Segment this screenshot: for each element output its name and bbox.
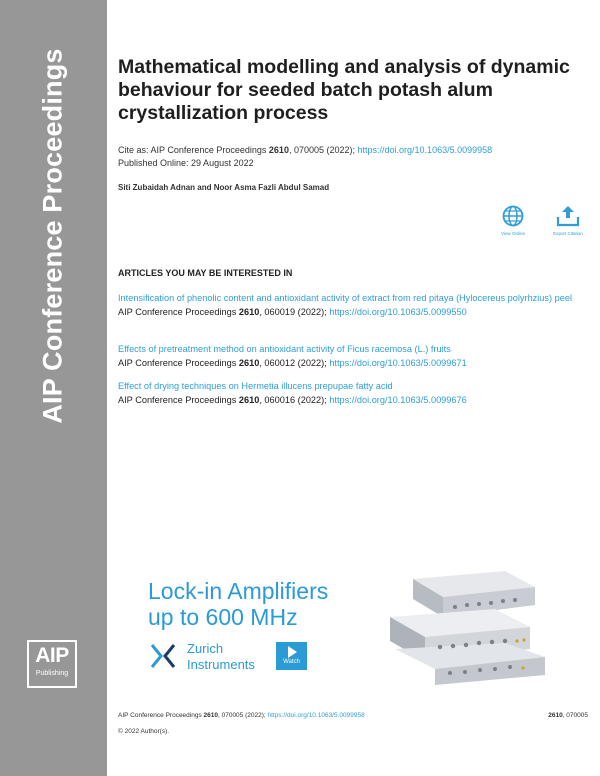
globe-icon xyxy=(502,205,524,227)
footer-page-volume: 2610 xyxy=(548,712,563,719)
footer-cite-prefix: AIP Conference Proceedings xyxy=(118,712,204,719)
footer-doi-link[interactable]: https://doi.org/10.1063/5.0099958 xyxy=(267,712,365,719)
brand-line1: Zurich xyxy=(187,641,224,656)
footer-citation xyxy=(118,712,588,719)
related-articles-heading: ARTICLES YOU MAY BE INTERESTED IN xyxy=(118,268,293,278)
view-online-label: View Online xyxy=(501,231,525,236)
ref-volume: 2610 xyxy=(238,357,260,368)
related-article-title[interactable]: Effects of pretreatment method on antioxidant activity of Ficus racemosa (L.) fruits xyxy=(118,344,451,354)
play-icon xyxy=(288,646,297,658)
export-icon xyxy=(556,205,580,227)
ref-rest: , 060019 (2022); xyxy=(259,306,330,317)
footer-page-rest: , 070005 xyxy=(562,712,588,719)
export-citation-button[interactable] xyxy=(548,205,588,236)
aip-logo-text: AIP xyxy=(35,644,69,667)
ref-volume: 2610 xyxy=(238,394,260,405)
copyright: © 2022 Author(s). xyxy=(118,728,170,735)
footer-volume: 2610 xyxy=(203,712,218,719)
view-online-button[interactable] xyxy=(493,205,533,236)
doi-link[interactable]: https://doi.org/10.1063/5.0099958 xyxy=(357,145,493,155)
related-article-title[interactable]: Effect of drying techniques on Hermetia illucens prepupae fatty acid xyxy=(118,381,393,391)
related-doi-link[interactable]: https://doi.org/10.1063/5.0099676 xyxy=(329,394,467,405)
authors: Siti Zubaidah Adnan and Noor Asma Fazli Abdul Samad xyxy=(118,183,330,192)
watch-button[interactable] xyxy=(276,642,307,670)
related-article xyxy=(118,292,588,319)
related-article-reference xyxy=(118,306,588,320)
zurich-instruments-brand xyxy=(187,641,255,673)
ad-headline-line1: Lock-in Amplifiers xyxy=(148,578,329,604)
related-article-reference xyxy=(118,357,588,371)
sidebar xyxy=(0,0,107,776)
ref-rest: , 060016 (2022); xyxy=(259,394,330,405)
ad-headline-line2: up to 600 MHz xyxy=(148,604,298,630)
aip-publishing-logo[interactable] xyxy=(27,640,77,688)
footer-cite-rest: , 070005 (2022); xyxy=(217,712,268,719)
watch-label: Watch xyxy=(283,659,300,665)
footer-page-number xyxy=(548,712,588,719)
journal-name: AIP Conference Proceedings xyxy=(37,48,68,424)
citation-line xyxy=(118,144,492,156)
related-doi-link[interactable]: https://doi.org/10.1063/5.0099671 xyxy=(329,357,467,368)
advertisement-banner[interactable] xyxy=(135,567,551,685)
related-article xyxy=(118,380,588,407)
aip-logo-subtext: Publishing xyxy=(35,670,69,677)
cite-volume: 2610 xyxy=(268,145,289,155)
ref-volume: 2610 xyxy=(238,306,260,317)
ref-rest: , 060012 (2022); xyxy=(259,357,330,368)
ref-prefix: AIP Conference Proceedings xyxy=(118,394,239,405)
related-article-title[interactable]: Intensification of phenolic content and antioxidant activity of extract from red pitaya (Hylocereus polyrhzius) peel xyxy=(118,293,572,303)
ref-prefix: AIP Conference Proceedings xyxy=(118,306,239,317)
paper-title: Mathematical modelling and analysis of dynamic behaviour for seeded batch potash alum crystallization process xyxy=(118,56,570,124)
brand-line2: Instruments xyxy=(187,657,255,672)
related-article xyxy=(118,343,588,370)
related-doi-link[interactable]: https://doi.org/10.1063/5.0099550 xyxy=(329,306,467,317)
cite-rest: , 070005 (2022); xyxy=(288,145,358,155)
cite-prefix: Cite as: AIP Conference Proceedings xyxy=(118,145,269,155)
export-citation-label: Export Citation xyxy=(553,231,583,236)
lock-in-amplifier-device-image xyxy=(385,569,551,685)
published-date: Published Online: 29 August 2022 xyxy=(118,158,254,168)
ref-prefix: AIP Conference Proceedings xyxy=(118,357,239,368)
zurich-instruments-logo-icon xyxy=(149,642,177,670)
related-article-reference xyxy=(118,394,588,408)
